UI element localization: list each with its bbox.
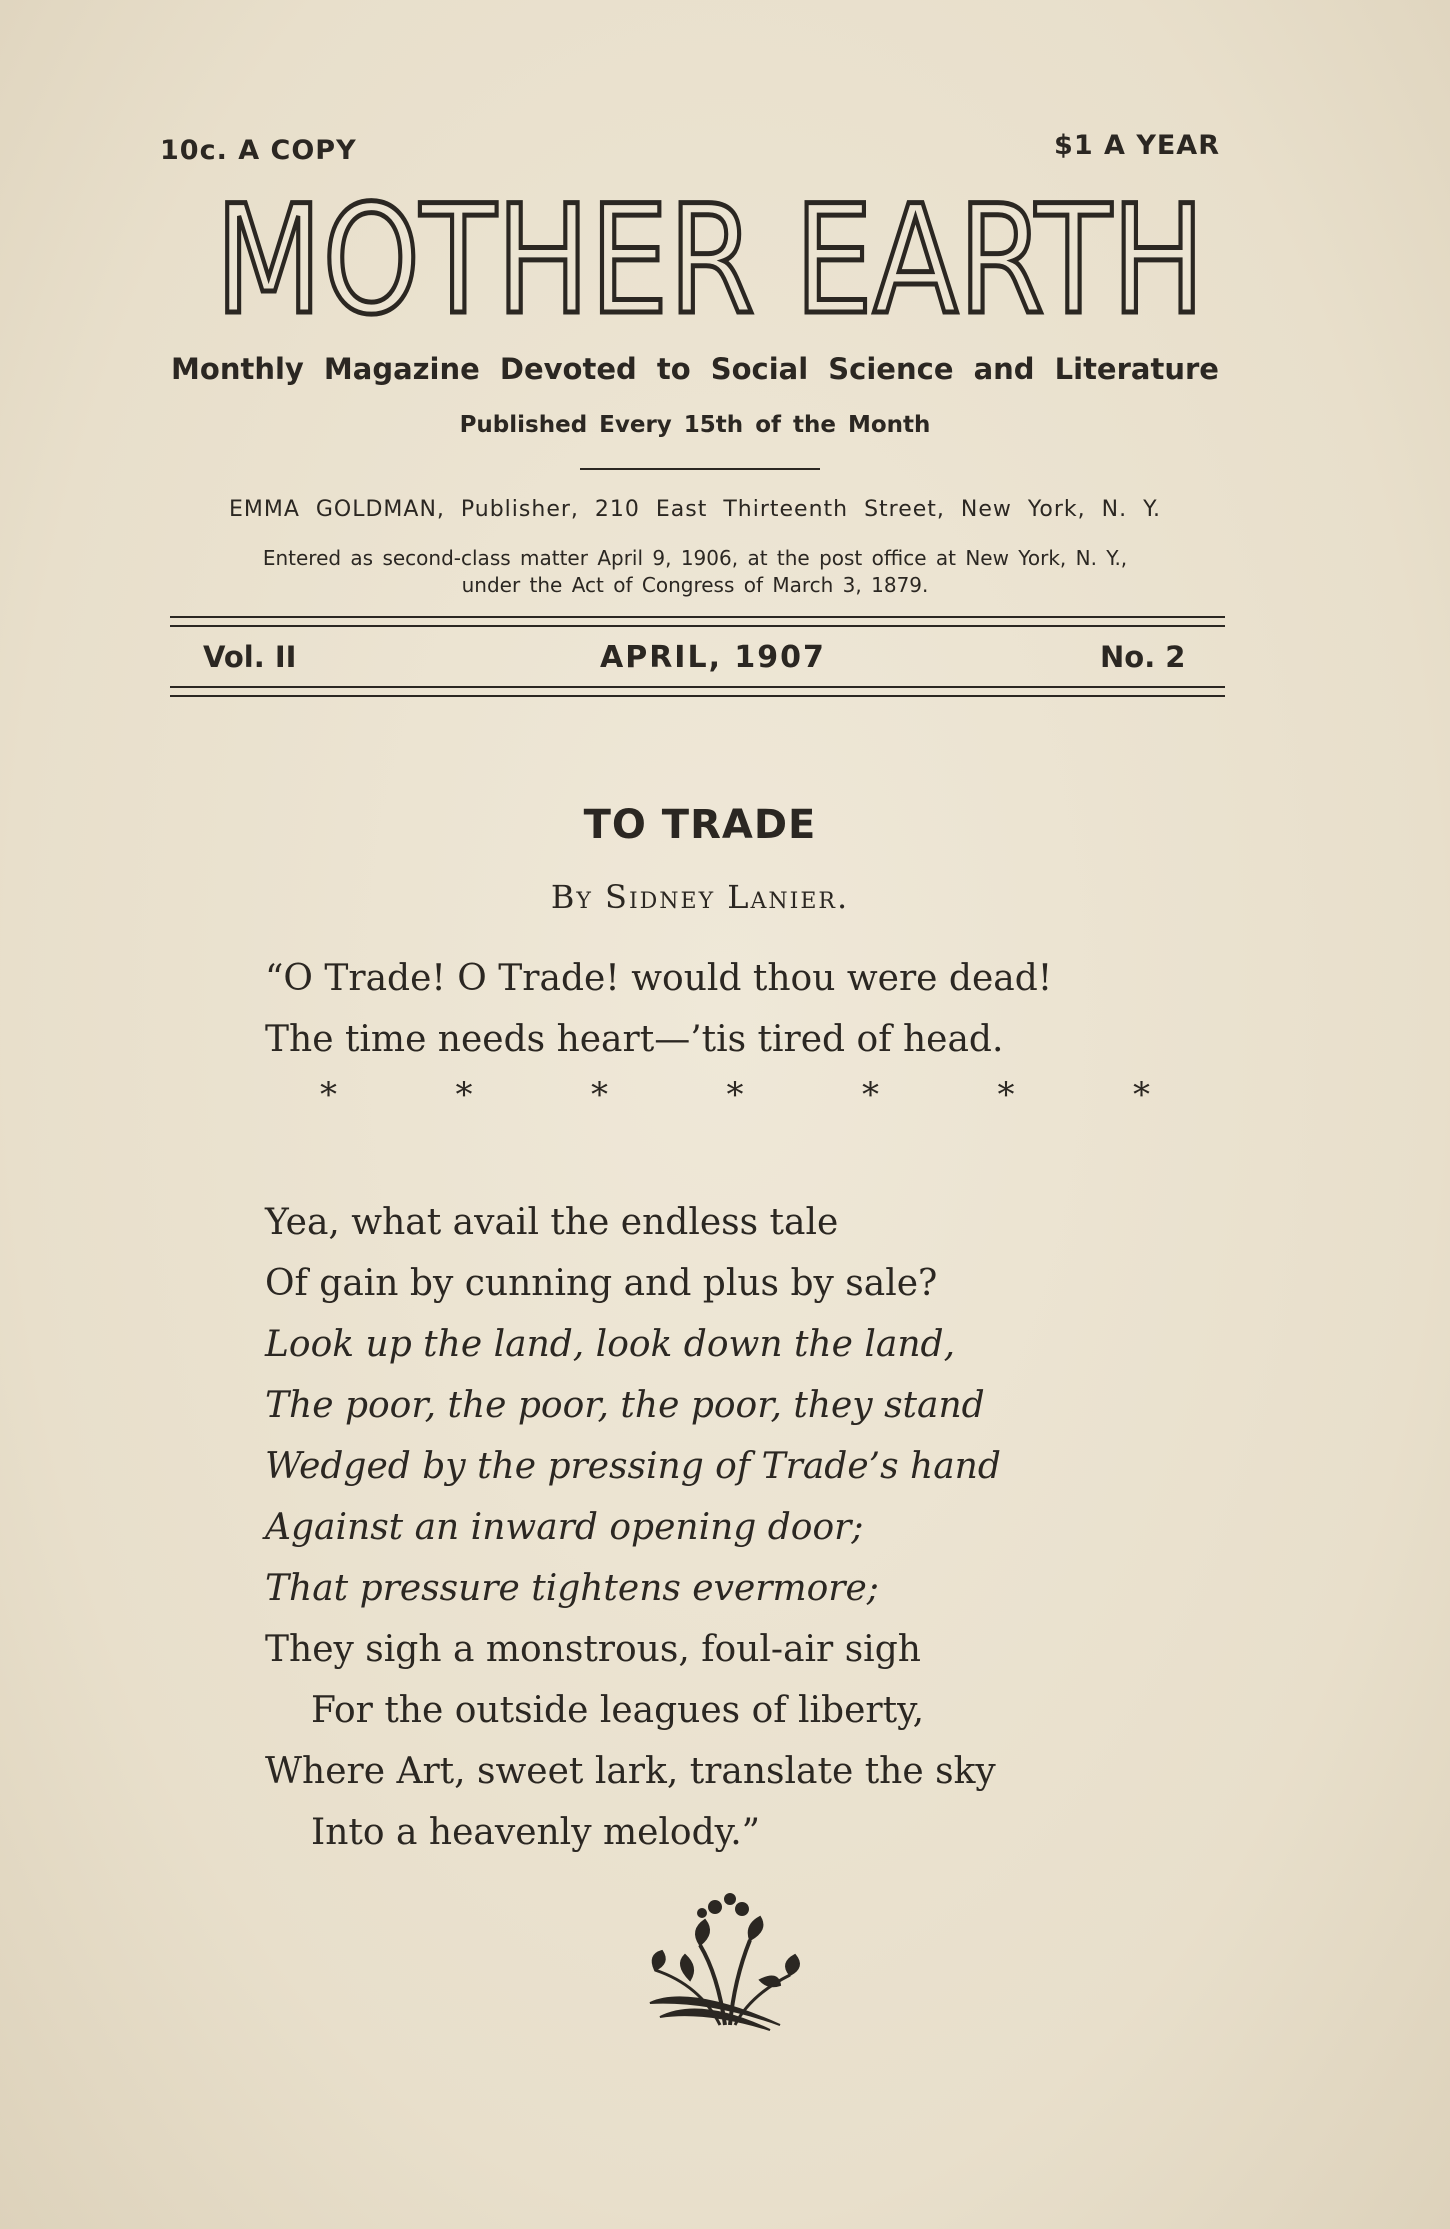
poem-line: Into a heavenly melody.” [311, 1812, 761, 1853]
magazine-subtitle: Monthly Magazine Devoted to Social Science and Literature [171, 352, 1219, 386]
poem-line: Of gain by cunning and plus by sale? [265, 1263, 938, 1304]
publisher-line: EMMA GOLDMAN, Publisher, 210 East Thirteenth Street, New York, N. Y. [228, 497, 1162, 522]
publication-schedule: Published Every 15th of the Month [459, 412, 931, 438]
divider [580, 468, 820, 470]
poem-line: The poor, the poor, the poor, they stand [265, 1385, 985, 1426]
issue-number: No. 2 [1100, 640, 1186, 674]
poem-line: Look up the land, look down the land, [265, 1324, 956, 1365]
volume-number: Vol. II [203, 640, 297, 674]
price-per-copy: 10c. A COPY [160, 135, 357, 166]
poem-line: Wedged by the pressing of Trade’s hand [265, 1446, 1001, 1487]
poem-line: Against an inward opening door; [265, 1507, 864, 1548]
asterisk: * [455, 1075, 473, 1115]
asterisk: * [997, 1075, 1015, 1115]
price-per-year: $1 A YEAR [1054, 130, 1220, 161]
asterisk: * [726, 1075, 744, 1115]
asterisk: * [1133, 1075, 1150, 1115]
poem-line: That pressure tightens evermore; [265, 1568, 879, 1609]
asterisk: * [320, 1075, 337, 1115]
poem-line: For the outside leagues of liberty, [311, 1690, 925, 1731]
masthead-logo [210, 174, 1210, 348]
postal-notice-line-1: Entered as second-class matter April 9, 1906, at the post office at New York, N. Y., [262, 546, 1128, 570]
poem-line: They sigh a monstrous, foul-air sigh [265, 1629, 921, 1670]
masthead-text: MOTHER EARTH [215, 174, 1205, 348]
double-rule-top [170, 616, 1225, 627]
section-asterisks [320, 1075, 1150, 1115]
poem-byline: By Sidney Lanier. [550, 878, 850, 916]
asterisk: * [862, 1075, 879, 1115]
postal-notice [150, 545, 1240, 599]
postal-notice-line-2: under the Act of Congress of March 3, 1879. [461, 573, 929, 597]
poem-line: Yea, what avail the endless tale [265, 1202, 839, 1243]
asterisk: * [591, 1075, 608, 1115]
poem-line: The time needs heart—’tis tired of head. [265, 1019, 1004, 1060]
issue-date: APRIL, 1907 [600, 640, 826, 675]
flower-ornament-icon [630, 1885, 810, 2035]
poem-line: “O Trade! O Trade! would thou were dead! [265, 958, 1053, 999]
poem-title: TO TRADE [583, 802, 817, 848]
poem-line: Where Art, sweet lark, translate the sky [265, 1751, 996, 1792]
double-rule-bottom [170, 686, 1225, 697]
